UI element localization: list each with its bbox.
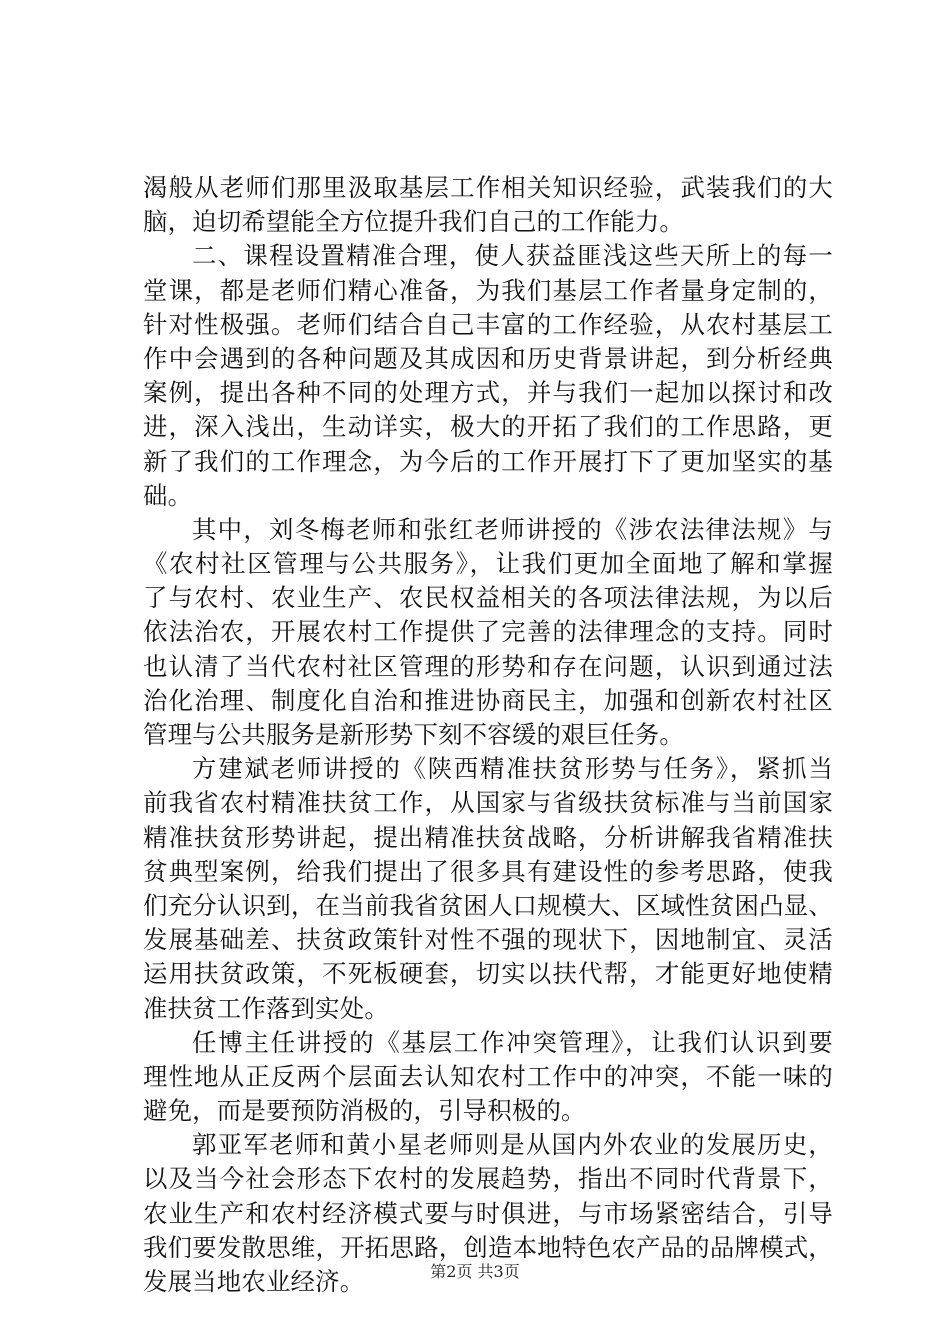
text-line: 理性地从正反两个层面去认知农村工作中的冲突，不能一味的 bbox=[143, 1061, 833, 1091]
text-line: 了与农村、农业生产、农民权益相关的各项法律法规，为以后 bbox=[143, 583, 833, 613]
text-line: 避免，而是要预防消极的，引导积极的。 bbox=[143, 1096, 586, 1126]
text-line: 发展当地农业经济。 bbox=[143, 1267, 365, 1296]
text-line: 进，深入浅出，生动详实，极大的开拓了我们的工作思路，更 bbox=[143, 412, 833, 442]
text-line: 堂课，都是老师们精心准备，为我们基层工作者量身定制的， bbox=[143, 275, 833, 305]
text-line: 前我省农村精准扶贫工作，从国家与省级扶贫标准与当前国家 bbox=[143, 788, 833, 818]
text-line: 们充分认识到，在当前我省贫困人口规模大、区域性贫困凸显、 bbox=[143, 890, 833, 920]
text-line: 案例，提出各种不同的处理方式，并与我们一起加以探讨和改 bbox=[143, 378, 833, 408]
text-line: 依法治农，开展农村工作提供了完善的法律理念的支持。同时 bbox=[143, 617, 833, 647]
body-text bbox=[143, 171, 833, 1299]
text-line: 我们要发散思维，开拓思路，创造本地特色农产品的品牌模式， bbox=[143, 1232, 833, 1262]
text-line: 渴般从老师们那里汲取基层工作相关知识经验，武装我们的大 bbox=[143, 173, 833, 202]
page-footer: 第2页 共3页 bbox=[430, 1262, 520, 1281]
text-line: 《农村社区管理与公共服务》，让我们更加全面地了解和掌握 bbox=[143, 549, 833, 579]
text-line: 础。 bbox=[143, 480, 193, 510]
text-line: 针对性极强。老师们结合自己丰富的工作经验，从农村基层工 bbox=[143, 309, 833, 339]
text-line: 发展基础差、扶贫政策针对性不强的现状下，因地制宜、灵活 bbox=[143, 925, 833, 955]
text-line: 也认清了当代农村社区管理的形势和存在问题，认识到通过法 bbox=[143, 651, 833, 681]
text-line: 任博主任讲授的《基层工作冲突管理》，让我们认识到要 bbox=[192, 1027, 833, 1057]
text-line: 其中，刘冬梅老师和张红老师讲授的《涉农法律法规》与 bbox=[192, 514, 833, 544]
text-line: 准扶贫工作落到实处。 bbox=[143, 993, 389, 1023]
text-line: 运用扶贫政策，不死板硬套，切实以扶代帮，才能更好地使精 bbox=[143, 959, 833, 989]
text-line: 贫典型案例，给我们提出了很多具有建设性的参考思路，使我 bbox=[143, 856, 833, 886]
text-line: 郭亚军老师和黄小星老师则是从国内外农业的发展历史， bbox=[192, 1130, 833, 1160]
text-line: 二、课程设置精准合理，使人获益匪浅这些天所上的每一 bbox=[192, 241, 833, 271]
text-line: 脑，迫切希望能全方位提升我们自己的工作能力。 bbox=[143, 207, 684, 237]
text-line: 以及当今社会形态下农村的发展趋势，指出不同时代背景下， bbox=[143, 1164, 833, 1194]
text-line: 新了我们的工作理念，为今后的工作开展打下了更加坚实的基 bbox=[143, 446, 833, 476]
text-line: 管理与公共服务是新形势下刻不容缓的艰巨任务。 bbox=[143, 720, 684, 749]
text-line: 精准扶贫形势讲起，提出精准扶贫战略，分析讲解我省精准扶 bbox=[143, 822, 833, 852]
text-line: 治化治理、制度化自治和推进协商民主，加强和创新农村社区 bbox=[143, 685, 833, 715]
text-line: 作中会遇到的各种问题及其成因和历史背景讲起，到分析经典 bbox=[143, 343, 833, 373]
text-line: 方建斌老师讲授的《陕西精准扶贫形势与任务》，紧抓当 bbox=[192, 754, 833, 784]
text-line: 农业生产和农村经济模式要与时俱进，与市场紧密结合，引导 bbox=[143, 1198, 833, 1228]
